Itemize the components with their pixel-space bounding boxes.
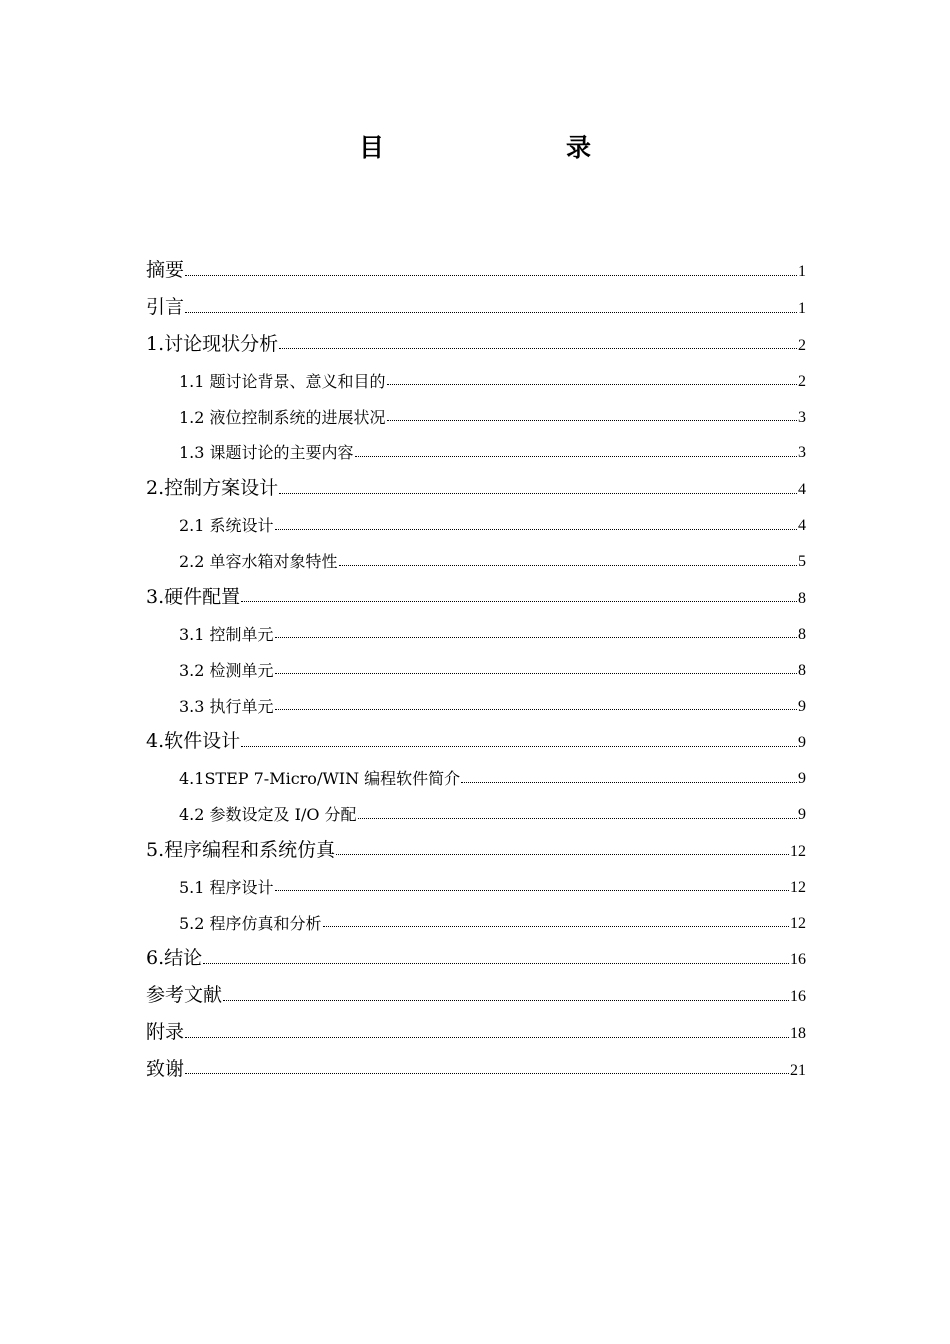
toc-subentry[interactable] — [146, 426, 806, 462]
toc-subentry[interactable] — [146, 390, 806, 426]
toc-subentry[interactable] — [146, 354, 806, 390]
toc-entry[interactable] — [146, 462, 806, 499]
toc-entry[interactable] — [146, 318, 806, 355]
toc-page-number: 8 — [798, 589, 806, 607]
toc-page-number: 21 — [790, 1061, 806, 1079]
toc-subentry[interactable] — [146, 788, 806, 824]
toc-entry-label: 1.1 题讨论背景、意义和目的 — [179, 371, 386, 391]
toc-page-number: 2 — [798, 372, 806, 390]
toc-subentry[interactable] — [146, 679, 806, 715]
toc-subentry[interactable] — [146, 535, 806, 571]
toc-dot-leader — [203, 963, 789, 964]
toc-page-number: 3 — [798, 408, 806, 426]
table-of-contents — [146, 244, 806, 1079]
toc-entry-label: 5.1 程序设计 — [179, 877, 274, 897]
toc-page-number: 12 — [790, 842, 806, 860]
toc-dot-leader — [275, 890, 789, 891]
toc-subentry[interactable] — [146, 643, 806, 679]
toc-page-number: 5 — [798, 553, 806, 571]
toc-entry[interactable] — [146, 824, 806, 861]
toc-subentry[interactable] — [146, 860, 806, 896]
toc-entry-label: 2.控制方案设计 — [146, 476, 279, 499]
toc-entry-label: 摘要 — [146, 258, 185, 281]
toc-dot-leader — [275, 529, 797, 530]
toc-entry[interactable] — [146, 715, 806, 752]
toc-entry-label: 4.软件设计 — [146, 730, 241, 753]
toc-dot-leader — [387, 384, 797, 385]
toc-dot-leader — [275, 673, 797, 674]
toc-entry-label: 6.结论 — [146, 947, 203, 970]
toc-page-number: 4 — [798, 481, 806, 499]
toc-entry-label: 致谢 — [146, 1057, 185, 1080]
toc-page-number: 8 — [798, 661, 806, 679]
toc-page-number: 1 — [798, 300, 806, 317]
toc-entry-label: 1.讨论现状分析 — [146, 332, 279, 355]
toc-page-number: 16 — [790, 951, 806, 969]
toc-entry[interactable] — [146, 244, 806, 281]
toc-dot-leader — [185, 275, 797, 276]
toc-dot-leader — [358, 818, 797, 819]
toc-dot-leader — [279, 493, 797, 494]
toc-page-number: 9 — [798, 806, 806, 824]
toc-entry-label: 4.1STEP 7-Micro/WIN 编程软件简介 — [179, 769, 461, 789]
toc-dot-leader — [185, 312, 797, 313]
toc-subentry[interactable] — [146, 752, 806, 788]
toc-entry-label: 参考文献 — [146, 983, 223, 1006]
toc-page-number: 2 — [798, 336, 806, 354]
toc-subentry[interactable] — [146, 607, 806, 643]
toc-page-number: 9 — [798, 697, 806, 715]
toc-entry-label: 3.2 检测单元 — [179, 660, 274, 680]
toc-dot-leader — [336, 854, 789, 855]
toc-entry-label: 3.3 执行单元 — [179, 696, 274, 716]
toc-page-number: 9 — [798, 770, 806, 788]
toc-page-number: 4 — [798, 517, 806, 535]
toc-entry[interactable] — [146, 932, 806, 969]
toc-page-number: 9 — [798, 734, 806, 752]
toc-dot-leader — [461, 782, 797, 783]
page-title: 目 录 — [358, 133, 635, 162]
toc-entry[interactable] — [146, 571, 806, 608]
toc-entry[interactable] — [146, 281, 806, 318]
toc-entry-label: 5.2 程序仿真和分析 — [179, 913, 322, 933]
toc-entry-label: 1.2 液位控制系统的进展状况 — [179, 407, 386, 427]
toc-entry-label: 引言 — [146, 295, 185, 318]
toc-entry-label: 3.硬件配置 — [146, 585, 241, 608]
toc-dot-leader — [241, 601, 797, 602]
toc-entry-label: 3.1 控制单元 — [179, 624, 274, 644]
toc-page-number: 12 — [790, 914, 806, 932]
toc-entry-label: 2.2 单容水箱对象特性 — [179, 552, 338, 572]
toc-entry[interactable] — [146, 969, 806, 1006]
toc-page-number: 8 — [798, 625, 806, 643]
toc-page-number: 18 — [790, 1025, 806, 1043]
toc-entry[interactable] — [146, 1043, 806, 1080]
toc-entry-label: 附录 — [146, 1020, 185, 1043]
toc-dot-leader — [223, 1000, 789, 1001]
toc-dot-leader — [279, 348, 797, 349]
toc-dot-leader — [275, 637, 797, 638]
toc-entry-label: 5.程序编程和系统仿真 — [146, 838, 336, 861]
toc-dot-leader — [275, 709, 797, 710]
toc-dot-leader — [387, 420, 797, 421]
toc-dot-leader — [241, 746, 797, 747]
toc-dot-leader — [323, 926, 789, 927]
toc-subentry[interactable] — [146, 499, 806, 535]
toc-page-number: 1 — [798, 263, 806, 281]
toc-page-number: 3 — [798, 444, 806, 462]
toc-page-number: 16 — [790, 988, 806, 1006]
toc-dot-leader — [185, 1037, 789, 1038]
toc-dot-leader — [339, 565, 797, 566]
toc-entry-label: 4.2 参数设定及 I/O 分配 — [179, 805, 357, 825]
toc-entry-label: 2.1 系统设计 — [179, 516, 274, 536]
toc-dot-leader — [185, 1073, 789, 1074]
toc-page-number: 12 — [790, 878, 806, 896]
toc-entry-label: 1.3 课题讨论的主要内容 — [179, 443, 354, 463]
toc-entry[interactable] — [146, 1006, 806, 1043]
toc-dot-leader — [355, 456, 797, 457]
toc-subentry[interactable] — [146, 896, 806, 932]
